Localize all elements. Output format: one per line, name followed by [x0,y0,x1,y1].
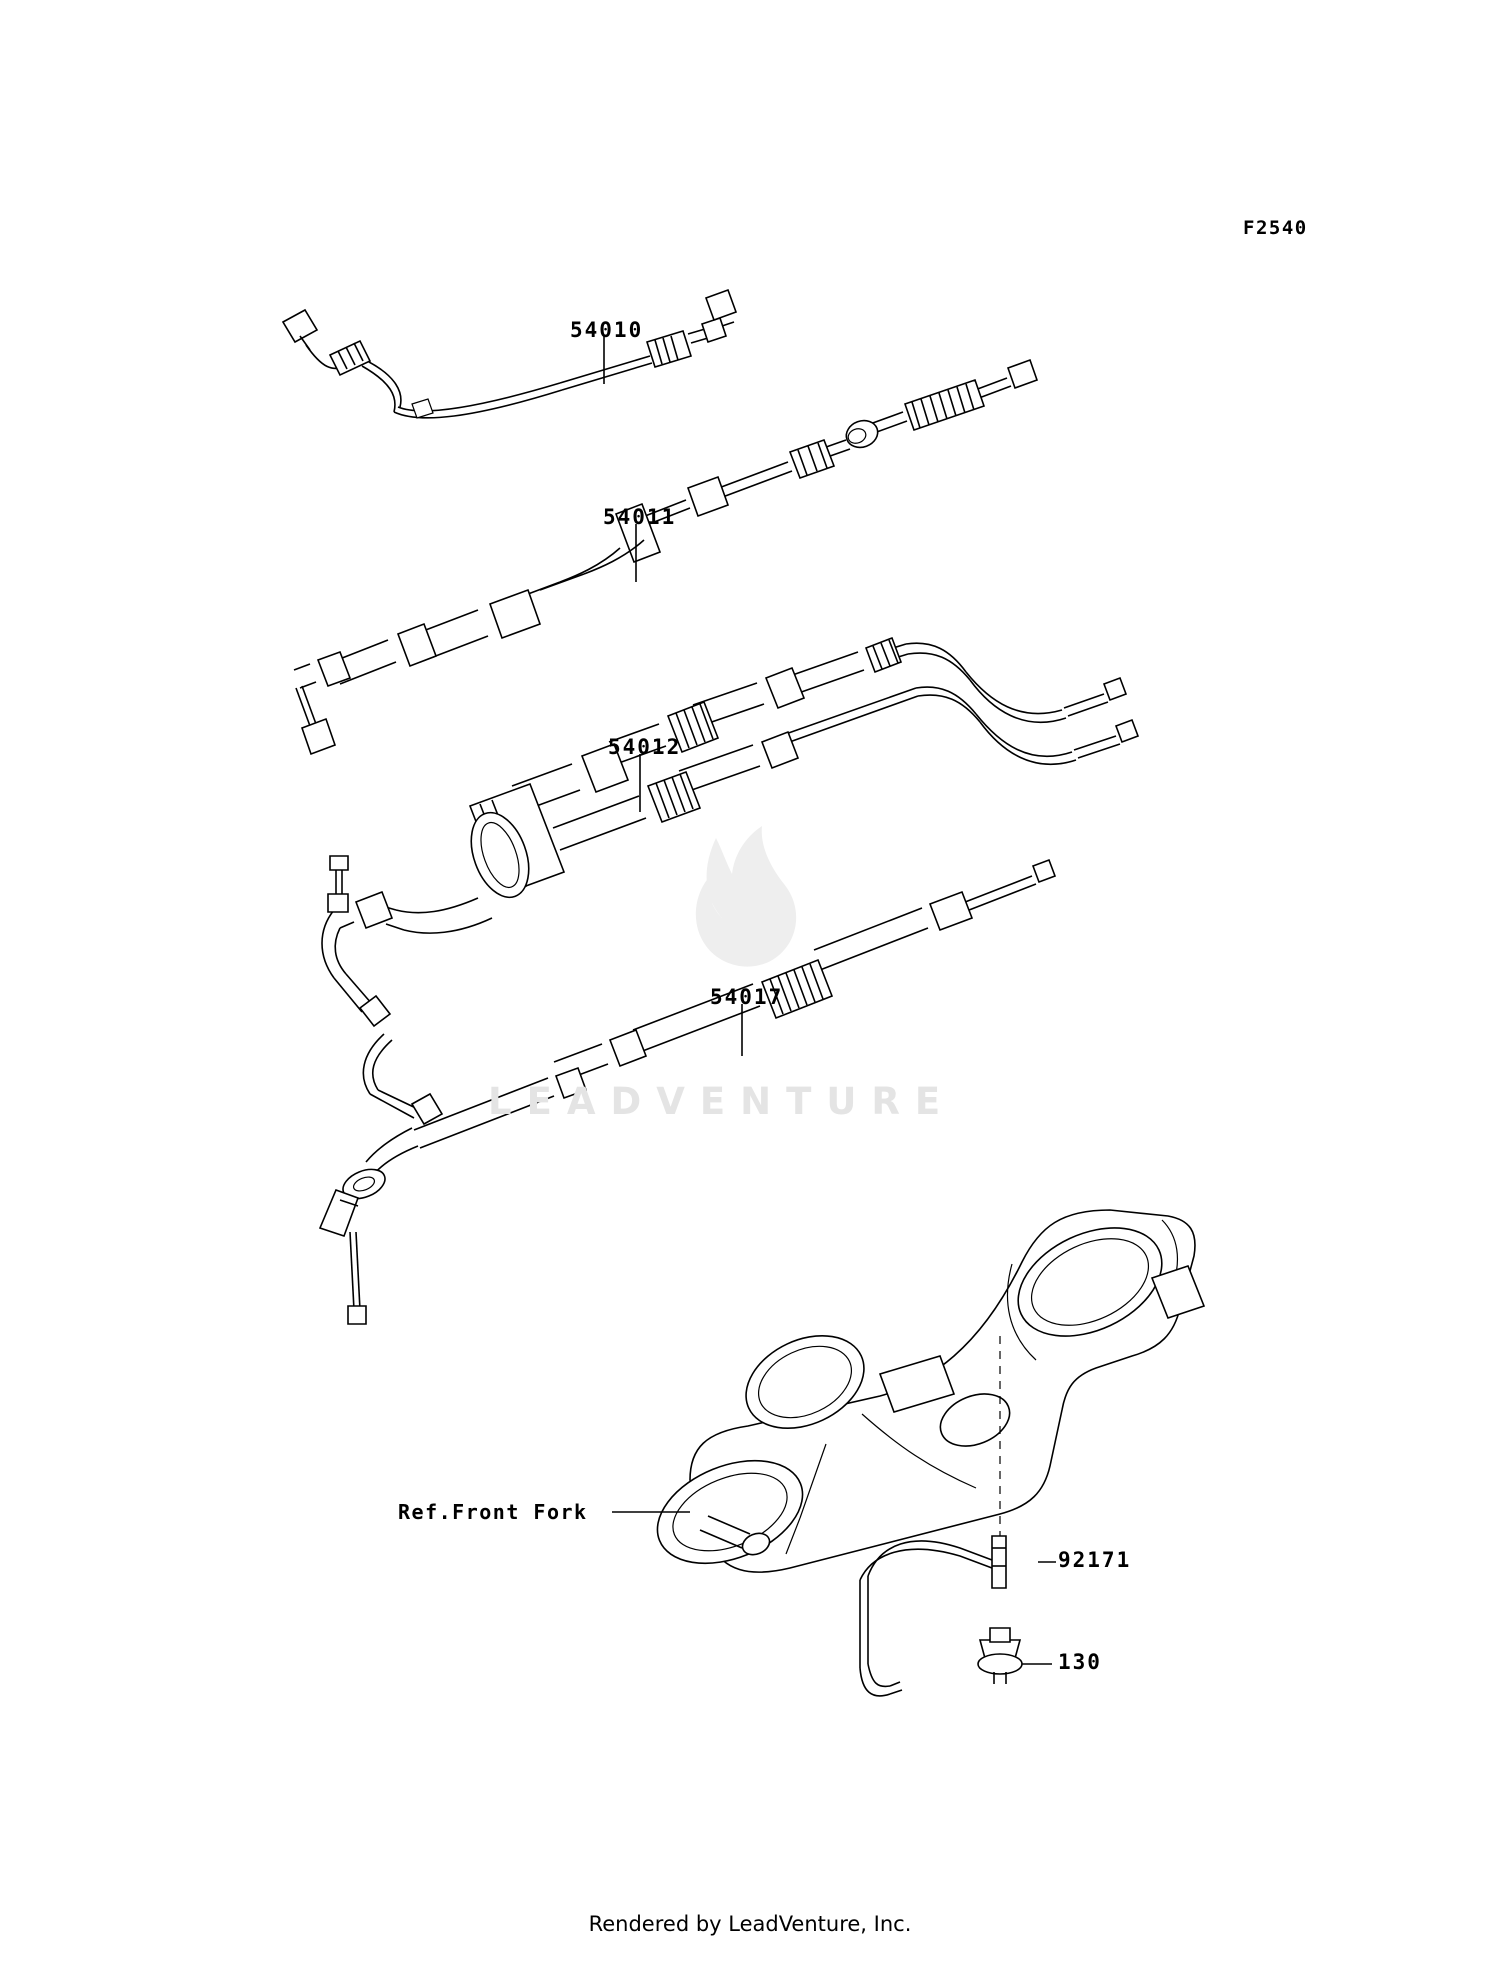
callout-54017: 54017 [710,985,784,1009]
callout-54012: 54012 [608,735,682,759]
part-130-drawing [978,1628,1022,1684]
callout-54010: 54010 [570,318,644,342]
footer-credit: Rendered by LeadVenture, Inc. [588,1912,912,1936]
part-92171-drawing [860,1536,1006,1696]
callout-130: 130 [1058,1650,1102,1674]
part-54012-drawing [322,638,1138,1124]
part-54010-drawing [283,290,736,418]
front-fork-bracket-drawing [642,1206,1204,1583]
callout-54011: 54011 [603,505,677,529]
ref-front-fork-label: Ref.Front Fork [398,1500,588,1524]
watermark-text: LEADVENTURE [488,1080,956,1123]
figure-code: F2540 [1243,217,1308,239]
callout-92171: 92171 [1058,1548,1132,1572]
part-54017-drawing [320,860,1055,1324]
